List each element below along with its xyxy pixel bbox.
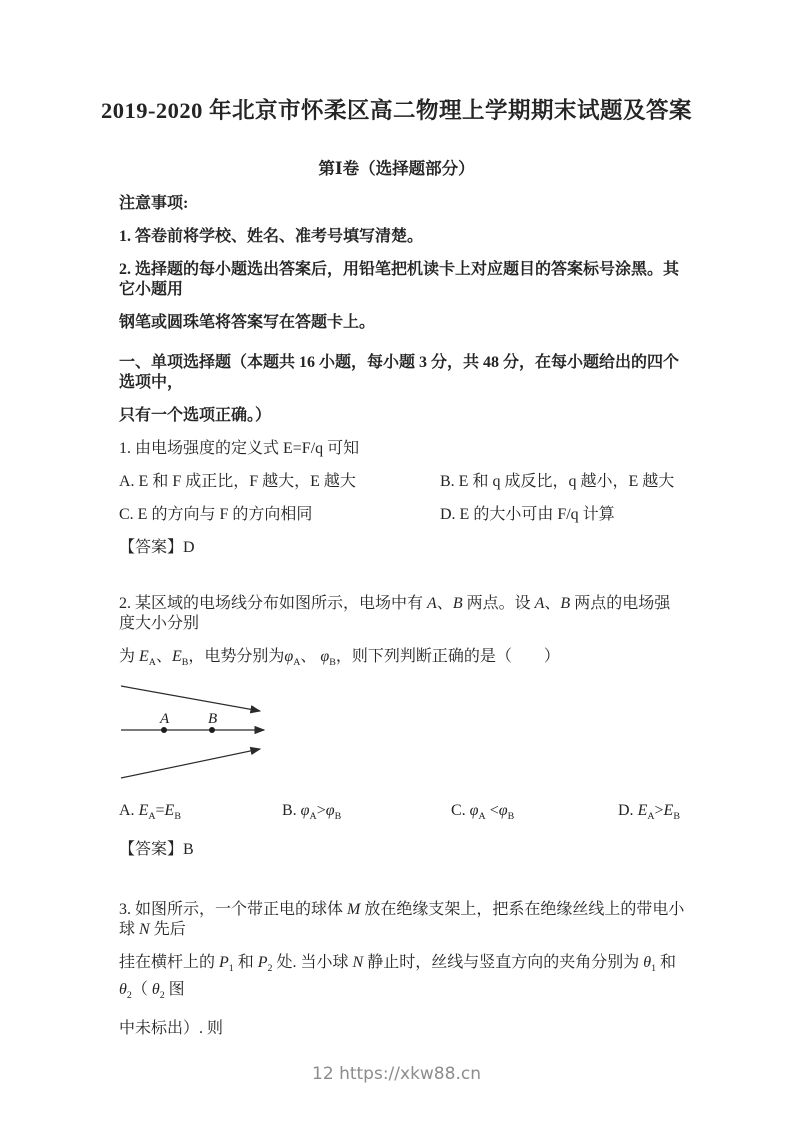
question-1-option-a: A. E 和 F 成正比，F 越大，E 越大 — [119, 473, 356, 490]
question-1-option-c: C. E 的方向与 F 的方向相同 — [119, 506, 313, 523]
field-lines-diagram — [119, 683, 274, 783]
notice-heading: 注意事项: — [119, 195, 189, 212]
question-3-stem-line-1: 3. 如图所示，一个带正电的球体 M 放在绝缘支架上，把系在绝缘丝线上的带电小球 N 先后 — [119, 901, 685, 939]
page-footer — [0, 1064, 793, 1084]
field-line-top — [121, 686, 260, 711]
question-2-stem-line-2: 为 $E_A$、$E_B$，电势分别为$\varphi_A$、 $\varphi_B$，则下列判断正确的是（ ） — [119, 648, 560, 669]
page-title: 2019-2020 年北京市怀柔区高二物理上学期期末试题及答案 — [100, 98, 693, 123]
point-a-dot — [161, 727, 167, 733]
question-1-stem: 1. 由电场强度的定义式 E=F/q 可知 — [119, 440, 360, 457]
notice-line-1: 1. 答卷前将学校、姓名、准考号填写清楚。 — [119, 228, 424, 245]
point-b-label: B — [208, 711, 218, 728]
question-2-option-d: D. $E_A>E_B$ — [618, 802, 680, 823]
question-2-figure — [119, 683, 685, 783]
section-header: 第Ⅰ卷（选择题部分） — [318, 159, 475, 178]
question-2-answer: 【答案】B — [119, 841, 194, 859]
question-1-answer: 【答案】D — [119, 539, 195, 556]
question-3-stem-line-2: 挂在横杆上的 $P_1$ 和 $P_2$ 处. 当小球 N 静止时，丝线与竖直方向的夹角分别为 $\theta_1$ 和 $\theta_2$（ $\theta_2$ 图 — [119, 954, 677, 1001]
question-1-option-d: D. E 的大小可由 F/q 计算 — [440, 506, 615, 523]
section-one-intro-line-2: 只有一个选项正确。） — [119, 407, 272, 424]
point-b-dot — [209, 727, 215, 733]
question-1-option-b: B. E 和 q 成反比，q 越小，E 越大 — [440, 473, 675, 490]
notice-line-3: 钢笔或圆珠笔将答案写在答题卡上。 — [119, 314, 376, 331]
document-content — [119, 194, 685, 1039]
point-a-label: A — [160, 711, 170, 728]
question-2-options — [119, 801, 685, 827]
field-line-bottom — [121, 749, 260, 778]
section-one-intro-line-1: 一、单项选择题（本题共 16 小题，每小题 3 分，共 48 分，在每小题给出的四个选项中， — [119, 354, 680, 391]
notice-line-2: 2. 选择题的每小题选出答案后，用铅笔把机读卡上对应题目的答案标号涂黑。其它小题用 — [119, 261, 680, 298]
question-2-option-a: A. $E_A=E_B$ — [119, 802, 181, 823]
footer-page-number-and-url: 12 https://xkw88.cn — [312, 1064, 481, 1084]
question-3-stem-line-3: 中未标出）. 则 — [119, 1019, 224, 1037]
question-2-option-b: B. $\varphi_A>\varphi_B$ — [282, 802, 342, 823]
question-2-stem-line-1: 2. 某区域的电场线分布如图所示，电场中有 A、B 两点。设 A、B 两点的电场强度大小分别 — [119, 595, 671, 632]
question-2-option-c: C. $\varphi_A <\varphi_B$ — [451, 802, 515, 823]
question-1-options — [119, 472, 685, 525]
